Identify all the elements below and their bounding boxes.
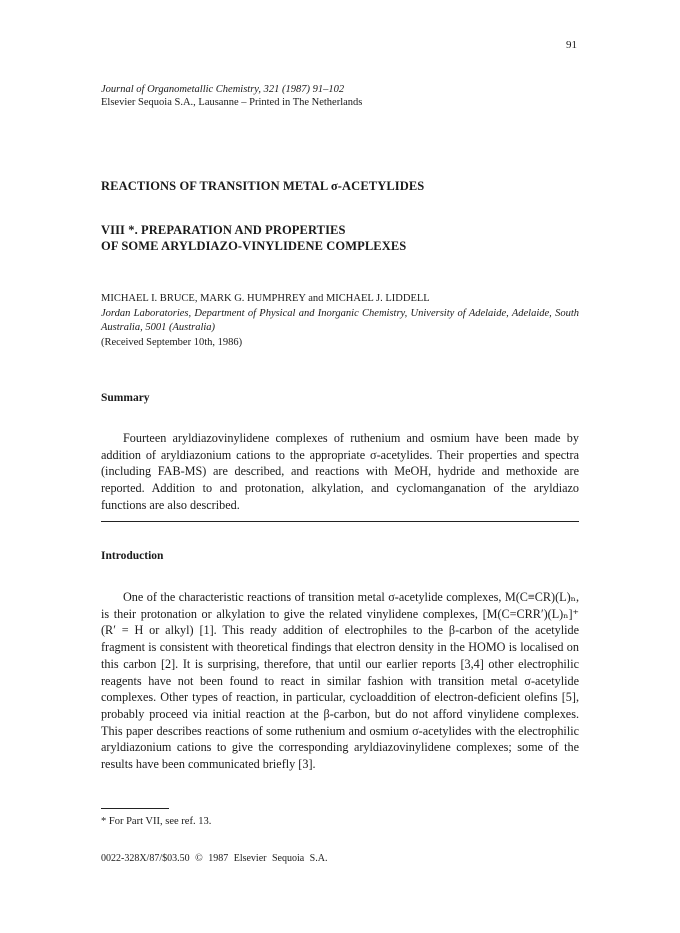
copyright-line: 0022-328X/87/$03.50 © 1987 Elsevier Sequoia S.A.	[101, 853, 328, 864]
journal-citation	[101, 83, 362, 109]
received-date: (Received September 10th, 1986)	[101, 337, 243, 348]
paper-title: REACTIONS OF TRANSITION METAL σ-ACETYLIDES	[101, 179, 425, 193]
footnote: * For Part VII, see ref. 13.	[101, 816, 212, 827]
section-divider	[101, 521, 579, 522]
paper-subtitle-line-2: OF SOME ARYLDIAZO-VINYLIDENE COMPLEXES	[101, 239, 407, 253]
summary-heading: Summary	[101, 392, 150, 404]
paper-subtitle-line-1: VIII *. PREPARATION AND PROPERTIES	[101, 223, 346, 237]
author-list: MICHAEL I. BRUCE, MARK G. HUMPHREY and MICHAEL J. LIDDELL	[101, 293, 430, 304]
journal-citation-line: Journal of Organometallic Chemistry, 321 (1987) 91–102	[101, 84, 345, 95]
footnote-divider	[101, 808, 169, 809]
page-number: 91	[566, 39, 577, 51]
affiliation: Jordan Laboratories, Department of Physical and Inorganic Chemistry, University of Adelaide, Adelaide, South Australia, 5001 (Australia)	[101, 308, 579, 333]
paper-subtitle	[101, 222, 406, 254]
introduction-paragraph: One of the characteristic reactions of transition metal σ-acetylide complexes, M(C≡CR)(L)ₙ, is their protonation or alkylation to give the related vinylidene complexes, [M(C=CRR′)(L)ₙ]⁺ (R′ = H or alkyl) [1]. This ready addition of electrophiles to the β-carbon of the acetylide fragment is consistent with theoretical findings that electron density in the HOMO is localised on this carbon [2]. It is surprising, therefore, that until our earlier reports [3,4] other electrophilic reagents have not been found to react in similar fashion with transition metal σ-acetylide complexes. Other types of reaction, in particular, cycloaddition of electron-deficient olefins [5], probably proceed via initial reaction at the β-carbon, but do not afford vinylidene complexes. This paper describes reactions of some ruthenium and osmium σ-acetylides with the electrophilic aryldiazonium cations to give the corresponding aryldiazovinylidene complexes; some of the results have been communicated briefly [3].	[101, 590, 579, 772]
publisher-line: Elsevier Sequoia S.A., Lausanne – Printed in The Netherlands	[101, 97, 363, 108]
introduction-heading: Introduction	[101, 550, 164, 562]
summary-paragraph: Fourteen aryldiazovinylidene complexes of ruthenium and osmium have been made by addition of aryldiazonium cations to the appropriate σ-acetylides. Their properties and spectra (including FAB-MS) are described, and reactions with MeOH, hydride and methoxide are reported. Addition to and protonation, alkylation, and cyclomanganation of the aryldiazo functions are also described.	[101, 431, 579, 512]
